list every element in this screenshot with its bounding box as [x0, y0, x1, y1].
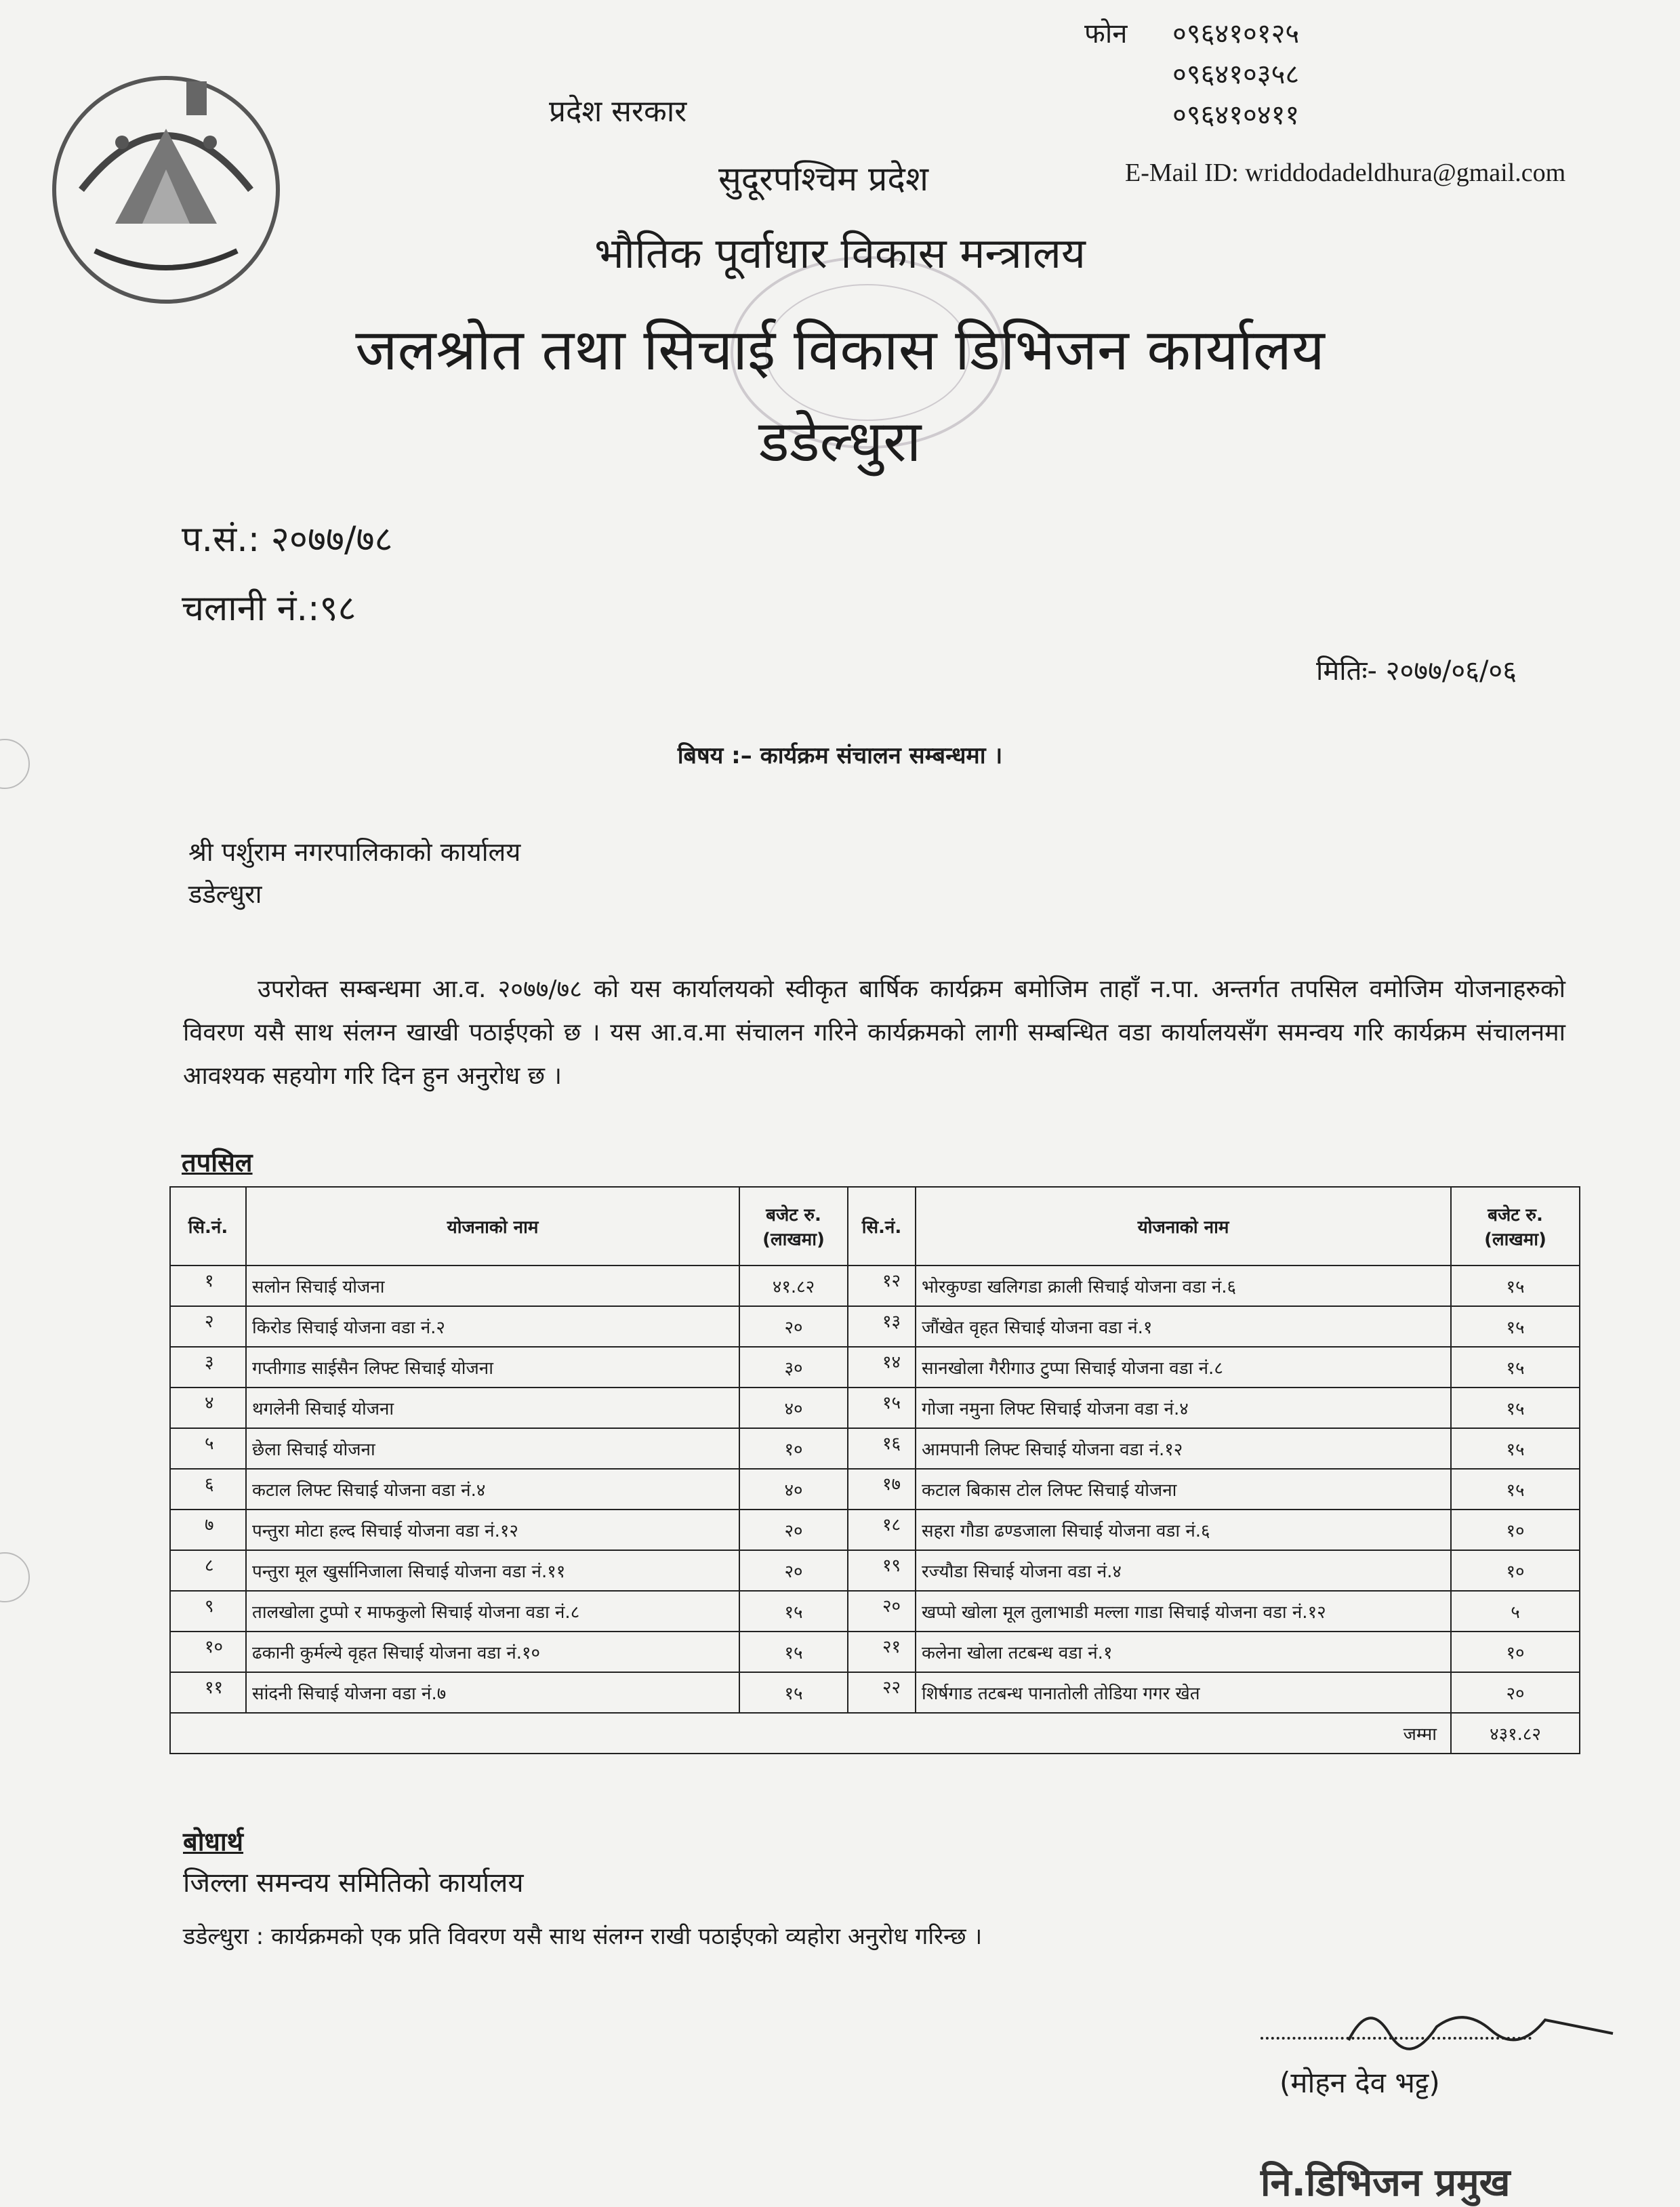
letterhead-government: प्रदेश सरकार	[549, 94, 687, 129]
table-total-row	[170, 1713, 1580, 1754]
cell-serial: १७	[848, 1469, 916, 1510]
cell-budget: २०	[739, 1306, 848, 1347]
cell-serial: २२	[848, 1672, 916, 1713]
cell-budget: १५	[1451, 1428, 1580, 1469]
letterhead-province: सुदूरपश्चिम प्रदेश	[718, 159, 928, 199]
cell-budget: १०	[1451, 1510, 1580, 1550]
header-budget: बजेट रु. (लाखमा)	[739, 1187, 848, 1266]
table-row	[170, 1306, 1580, 1347]
cell-serial: १०	[170, 1632, 246, 1672]
cell-project-name: कटाल लिफ्ट सिचाई योजना वडा नं.४	[246, 1469, 739, 1510]
letter-subject: बिषय :– कार्यक्रम संचालन सम्बन्धमा ।	[677, 742, 1003, 769]
letterhead-district: डडेल्धुरा	[758, 408, 922, 474]
cell-project-name: गोजा नमुना लिफ्ट सिचाई योजना वडा नं.४	[916, 1388, 1451, 1428]
table-row	[170, 1469, 1580, 1510]
header-name: योजनाको नाम	[916, 1187, 1451, 1266]
cell-budget: ४०	[739, 1388, 848, 1428]
header-sn: सि.नं.	[170, 1187, 246, 1266]
letterhead-office: जलश्रोत तथा सिचाई विकास डिभिजन कार्यालय	[355, 317, 1325, 383]
handwritten-signature	[1342, 1993, 1626, 2057]
total-value: ४३१.८२	[1451, 1713, 1580, 1754]
cell-serial: ८	[170, 1550, 246, 1591]
cell-serial: ४	[170, 1388, 246, 1428]
phone-number: ०९६४१०४११	[1172, 100, 1300, 131]
table-row	[170, 1388, 1580, 1428]
cell-project-name: तालखोला टुप्पो र माफकुलो सिचाई योजना वडा नं.८	[246, 1591, 739, 1632]
cell-project-name: शिर्षगाड तटबन्ध पानातोली तोडिया गगर खेत	[916, 1672, 1451, 1713]
cell-budget: १०	[1451, 1550, 1580, 1591]
cell-serial: २१	[848, 1632, 916, 1672]
cell-project-name: सांदनी सिचाई योजना वडा नं.७	[246, 1672, 739, 1713]
cell-project-name: आमपानी लिफ्ट सिचाई योजना वडा नं.१२	[916, 1428, 1451, 1469]
cell-budget: २०	[1451, 1672, 1580, 1713]
signatory-name: (मोहन देव भट्ट)	[1279, 2066, 1440, 2099]
cell-project-name: ढकानी कुर्मल्ये वृहत सिचाई योजना वडा नं.१०	[246, 1632, 739, 1672]
cell-serial: १	[170, 1266, 246, 1306]
cell-project-name: सलोन सिचाई योजना	[246, 1266, 739, 1306]
recipient-line-1: श्री पर्शुराम नगरपालिकाको कार्यालय	[188, 837, 521, 867]
cell-serial: १३	[848, 1306, 916, 1347]
table-row	[170, 1428, 1580, 1469]
cell-budget: २०	[739, 1550, 848, 1591]
fiscal-year-ref: प.सं.: २०७७/७८	[182, 519, 393, 560]
cell-project-name: सानखोला गैरीगाउ टुप्पा सिचाई योजना वडा नं.८	[916, 1347, 1451, 1388]
table-row	[170, 1550, 1580, 1591]
cell-project-name: खप्पो खोला मूल तुलाभाडी मल्ला गाडा सिचाई योजना वडा नं.१२	[916, 1591, 1451, 1632]
cell-budget: १५	[739, 1591, 848, 1632]
header-name: योजनाको नाम	[246, 1187, 739, 1266]
cell-budget: ५	[1451, 1591, 1580, 1632]
table-row	[170, 1510, 1580, 1550]
cell-project-name: सहरा गौडा ढण्डजाला सिचाई योजना वडा नं.६	[916, 1510, 1451, 1550]
cell-project-name: गप्तीगाड साईसैन लिफ्ट सिचाई योजना	[246, 1347, 739, 1388]
cell-serial: ३	[170, 1347, 246, 1388]
cell-budget: १०	[1451, 1632, 1580, 1672]
email-line: E-Mail ID: wriddodadeldhura@gmail.com	[1125, 159, 1566, 187]
cell-budget: ४०	[739, 1469, 848, 1510]
cell-budget: १५	[1451, 1388, 1580, 1428]
cell-serial: १२	[848, 1266, 916, 1306]
cell-serial: १६	[848, 1428, 916, 1469]
cell-project-name: पन्तुरा मूल खुर्सानिजाला सिचाई योजना वडा नं.११	[246, 1550, 739, 1591]
phone-label: फोन	[1084, 18, 1128, 49]
table-row	[170, 1266, 1580, 1306]
cell-project-name: कटाल बिकास टोल लिफ्ट सिचाई योजना	[916, 1469, 1451, 1510]
header-budget: बजेट रु. (लाखमा)	[1451, 1187, 1580, 1266]
table-header-row	[170, 1187, 1580, 1266]
phone-number: ०९६४१०१२५	[1172, 18, 1300, 49]
cc-title: बोधार्थ	[183, 1827, 244, 1857]
cell-serial: ९	[170, 1591, 246, 1632]
table-row	[170, 1591, 1580, 1632]
cell-project-name: छेला सिचाई योजना	[246, 1428, 739, 1469]
cell-serial: ७	[170, 1510, 246, 1550]
dispatch-number: चलानी नं.:९८	[182, 588, 356, 629]
cell-project-name: भोरकुण्डा खलिगडा क्राली सिचाई योजना वडा नं.६	[916, 1266, 1451, 1306]
cell-project-name: पन्तुरा मोटा हल्द सिचाई योजना वडा नं.१२	[246, 1510, 739, 1550]
cell-serial: १८	[848, 1510, 916, 1550]
cell-serial: २०	[848, 1591, 916, 1632]
cell-project-name: किरोड सिचाई योजना वडा नं.२	[246, 1306, 739, 1347]
total-label: जम्मा	[170, 1713, 1451, 1754]
recipient-line-2: डडेल्धुरा	[188, 879, 262, 909]
letter-body: उपरोक्त सम्बन्धमा आ.व. २०७७/७८ को यस कार्यालयको स्वीकृत बार्षिक कार्यक्रम बमोजिम ताहाँ न.पा. अन्तर्गत तपसिल वमोजिम योजनाहरुको विवरण यसै साथ संलग्न खाखी पठाईएको छ । यस आ.व.मा संचालन गरिने कार्यक्रमको लागी सम्बन्धित वडा कार्यालयसँग समन्वय गरि कार्यक्रम संचालनमा आवश्यक सहयोग गरि दिन हुन अनुरोध छ ।	[183, 975, 1565, 1090]
cell-serial: ६	[170, 1469, 246, 1510]
phone-number: ०९६४१०३५८	[1172, 59, 1300, 90]
cell-budget: ३०	[739, 1347, 848, 1388]
letterhead-ministry: भौतिक पूर्वाधार विकास मन्त्रालय	[594, 228, 1086, 278]
cell-project-name: थगलेनी सिचाई योजना	[246, 1388, 739, 1428]
cell-serial: १५	[848, 1388, 916, 1428]
table-row	[170, 1632, 1580, 1672]
signatory-title: नि.डिभिजन प्रमुख	[1261, 2161, 1511, 2205]
cell-serial: १९	[848, 1550, 916, 1591]
letter-date: मितिः- २०७७/०६/०६	[1316, 655, 1517, 687]
annex-title: तपसिल	[182, 1148, 253, 1177]
cell-budget: १०	[739, 1428, 848, 1469]
cc-recipient: जिल्ला समन्वय समितिको कार्यालय	[183, 1867, 524, 1899]
cell-serial: १४	[848, 1347, 916, 1388]
cc-note: डडेल्धुरा : कार्यक्रमको एक प्रति विवरण यसै साथ संलग्न राखी पठाईएको व्यहोरा अनुरोध गरिन्छ ।	[183, 1923, 983, 1950]
cell-budget: १५	[739, 1632, 848, 1672]
cell-budget: ४१.८२	[739, 1266, 848, 1306]
header-sn: सि.नं.	[848, 1187, 916, 1266]
punch-hole	[0, 1552, 30, 1602]
cell-project-name: रज्यौडा सिचाई योजना वडा नं.४	[916, 1550, 1451, 1591]
cell-project-name: कलेना खोला तटबन्ध वडा नं.१	[916, 1632, 1451, 1672]
cell-serial: २	[170, 1306, 246, 1347]
cell-serial: ५	[170, 1428, 246, 1469]
cell-budget: १५	[1451, 1266, 1580, 1306]
table-row	[170, 1347, 1580, 1388]
table-row	[170, 1672, 1580, 1713]
cell-budget: १५	[1451, 1347, 1580, 1388]
project-schedule-table	[169, 1186, 1580, 1754]
cell-budget: १५	[739, 1672, 848, 1713]
cell-budget: १५	[1451, 1306, 1580, 1347]
cell-budget: १५	[1451, 1469, 1580, 1510]
cell-budget: २०	[739, 1510, 848, 1550]
cell-serial: ११	[170, 1672, 246, 1713]
cell-project-name: जौंखेत वृहत सिचाई योजना वडा नं.१	[916, 1306, 1451, 1347]
